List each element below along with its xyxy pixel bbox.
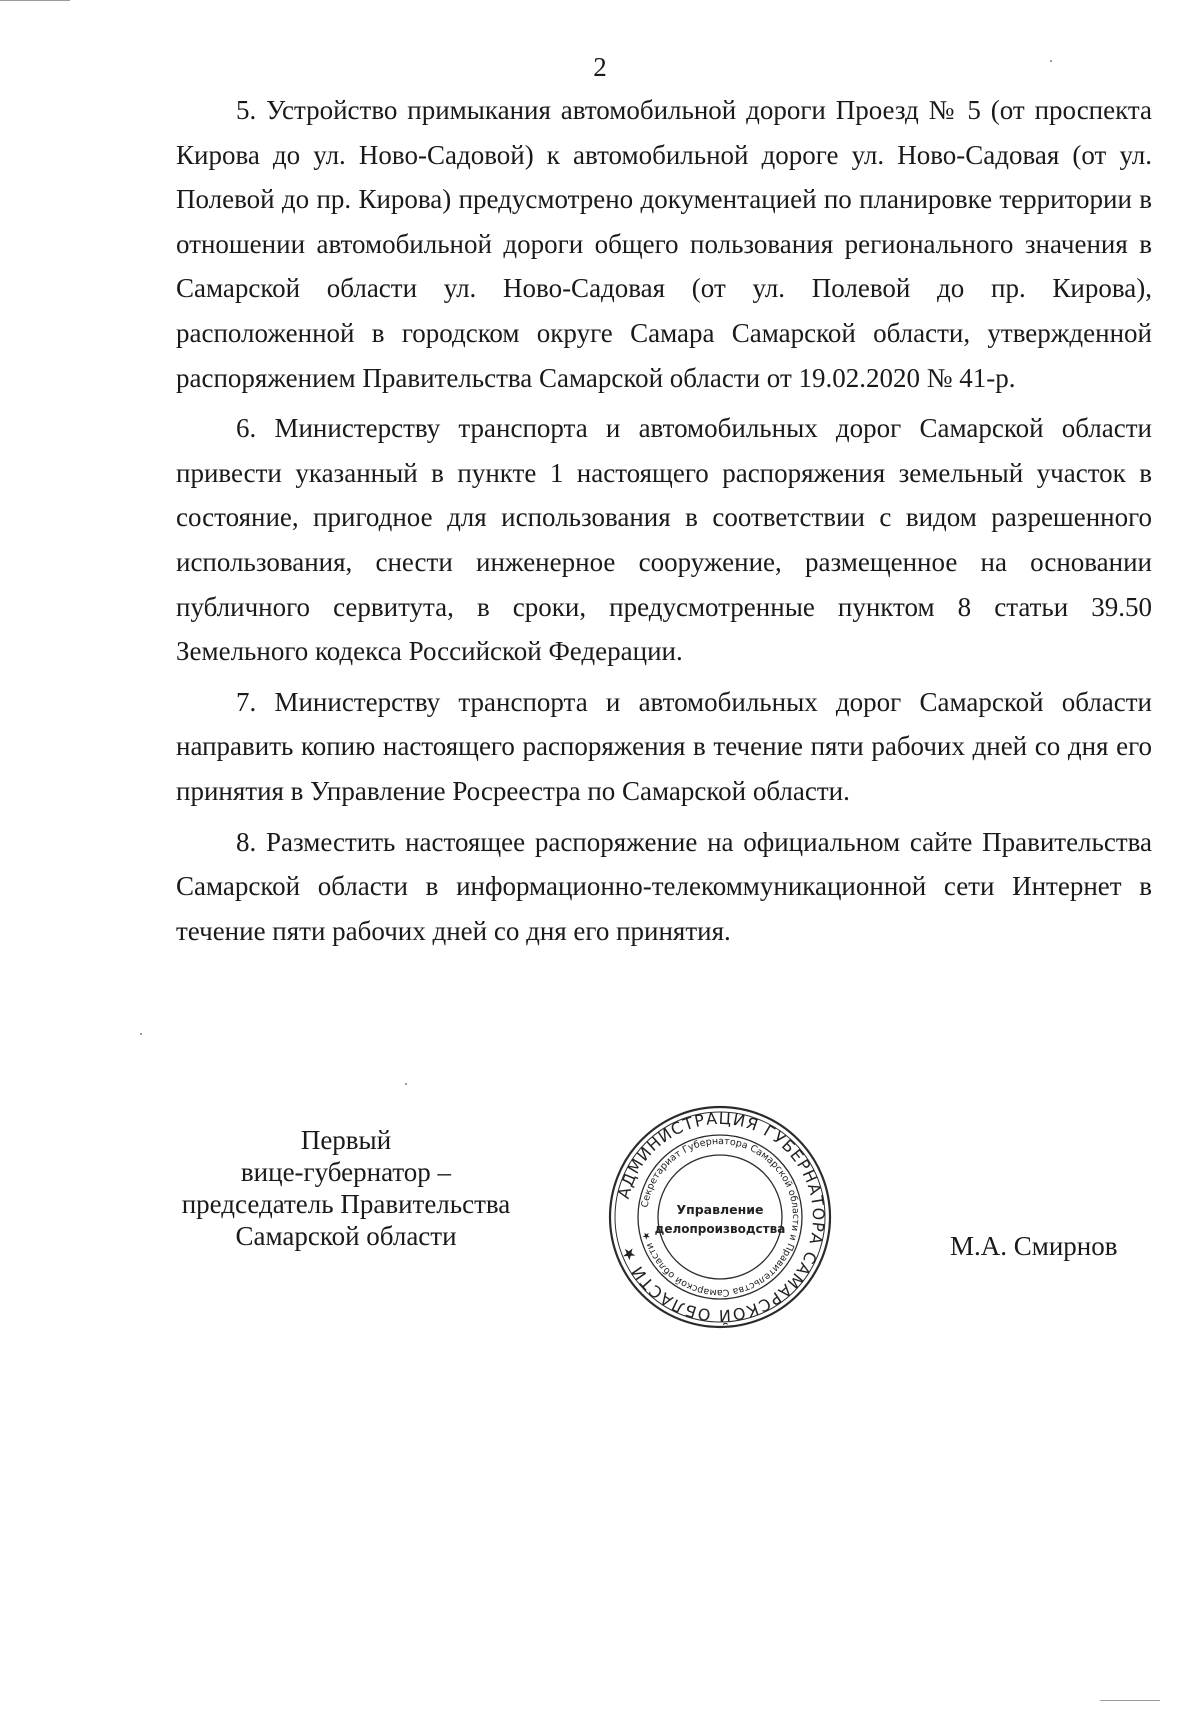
- paragraph-6: 6. Министерству транспорта и автомобильных дорог Самарской области привести указанный в пункте 1 настоящего распоряжения земельный участок в состояние, пригодное для использования в соответствии с видом разрешенного использования, снести инженерное сооружение, размещенное на основании публичного сервитута, в сроки, предусмотренные пунктом 8 статьи 39.50 Земельного кодекса Российской Федерации.: [176, 413, 1152, 667]
- signatory-position: [160, 1124, 532, 1252]
- signatory-name: М.А. Смирнов: [950, 1231, 1118, 1261]
- seal-outer-ring-text: АДМИНИСТРАЦИЯ ГУБЕРНАТОРА САМАРСКОЙ ОБЛАСТИ ★: [613, 1108, 829, 1326]
- seal-center-line1: Управление: [676, 1202, 764, 1217]
- scan-artifact: [140, 1033, 142, 1035]
- signatory-position-line: вице-губернатор –: [240, 1157, 452, 1187]
- scan-artifact: [1100, 1700, 1160, 1701]
- document-body: [176, 88, 1152, 959]
- seal-inner-ring-text: Секретариат Губернатора Самарской области и Правительства Самарской области ★: [639, 1135, 802, 1299]
- official-seal: [600, 1097, 840, 1337]
- paragraph-7: 7. Министерству транспорта и автомобильных дорог Самарской области направить копию настоящего распоряжения в течение пяти рабочих дней со дня его принятия в Управление Росреестра по Самарской области.: [176, 686, 1152, 806]
- page-number: 2: [593, 52, 607, 82]
- scan-artifact: [0, 0, 70, 1]
- signatory-position-line: председатель Правительства: [181, 1189, 511, 1219]
- paragraph-5: 5. Устройство примыкания автомобильной дороги Проезд № 5 (от проспекта Кирова до ул. Ново-Садовой) к автомобильной дороге ул. Ново-Садовая (от ул. Полевой до пр. Кирова) предусмотрено документацией по планировке территории в отношении автомобильной дороги общего пользования регионального значения в Самарской области ул. Ново-Садовая (от ул. Полевой до пр. Кирова), расположенной в городском округе Самара Самарской области, утвержденной распоряжением Правительства Самарской области от 19.02.2020 № 41-р.: [176, 95, 1152, 393]
- seal-center-line2: делопроизводства: [654, 1222, 786, 1236]
- signatory-position-line: Первый: [300, 1125, 392, 1155]
- signatory-position-line: Самарской области: [235, 1221, 457, 1251]
- scan-artifact: [405, 1083, 407, 1085]
- paragraph-8: 8. Разместить настоящее распоряжение на официальном сайте Правительства Самарской области в информационно-телекоммуникационной сети Интернет в течение пяти рабочих дней со дня его принятия.: [176, 826, 1152, 946]
- scan-artifact: [1050, 60, 1052, 62]
